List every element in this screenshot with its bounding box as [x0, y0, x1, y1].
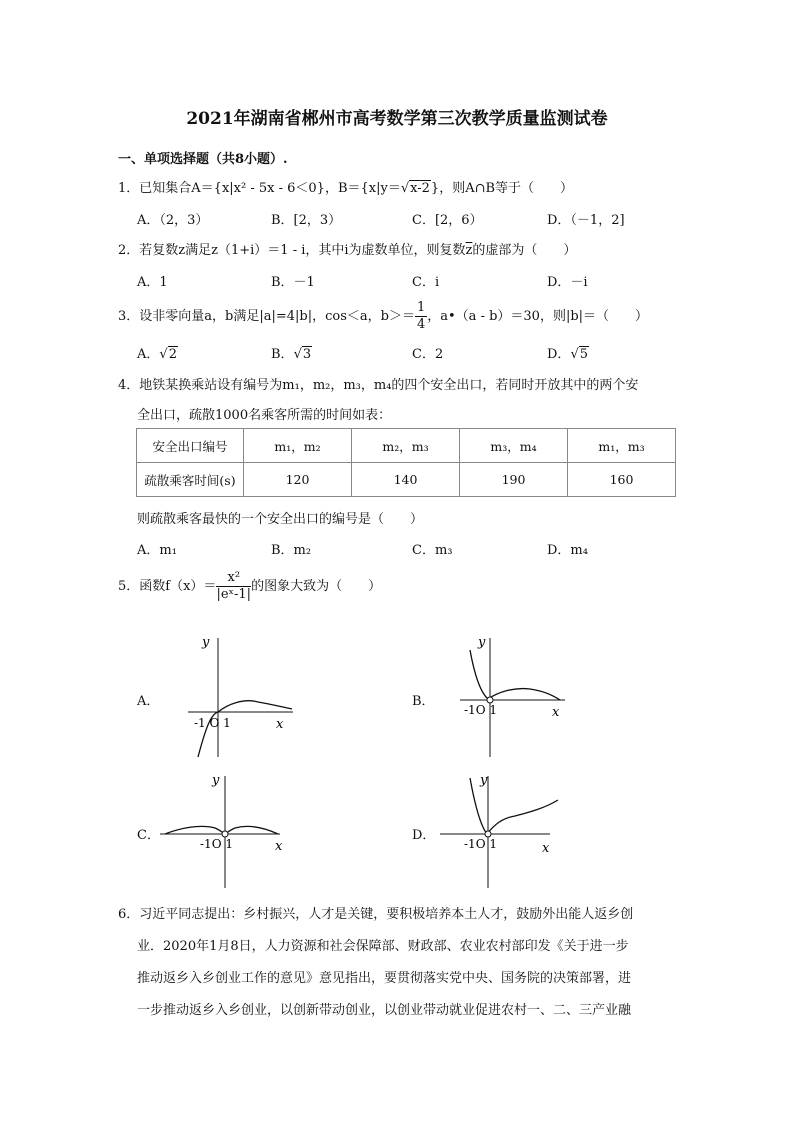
q4-line-2: 全出口，疏散1000名乘客所需的时间如表： [137, 408, 392, 423]
q2-text: 若复数z满足z（1+i）＝1 - i，其中i为虚数单位，则复数 [139, 243, 466, 258]
question-2 [118, 239, 576, 258]
x-label: x [276, 717, 284, 732]
q4-option-c: C．m₃ [412, 543, 453, 558]
q1-option-b: B．[2，3） [271, 213, 342, 228]
table-row [137, 429, 676, 463]
table-cell: 190 [460, 463, 568, 497]
table-row [137, 463, 676, 497]
q4-line-1: 4．地铁某换乘站设有编号为m₁，m₂，m₃，m₄的四个安全出口，若同时开放其中的两个安 [118, 378, 639, 393]
q2-option-b: B．－1 [271, 275, 315, 290]
evacuation-table [136, 428, 676, 497]
table-cell: 160 [568, 463, 676, 497]
q3-number: 3． [118, 309, 140, 324]
graph-d-label: D． [412, 828, 436, 843]
q2-number: 2． [118, 243, 140, 258]
q2-option-a: A．1 [137, 275, 168, 290]
q4-option-b: B．m₂ [271, 543, 312, 558]
table-cell: 120 [244, 463, 352, 497]
q3-text-a: 设非零向量 [139, 309, 205, 324]
table-header-cell: 疏散乘客时间(s) [137, 463, 244, 497]
question-1 [118, 177, 573, 196]
graph-a-label: A． [137, 694, 160, 709]
section-heading: 一、单项选择题（共8小题）. [118, 152, 288, 167]
q1-option-d: D．（－1，2] [547, 213, 625, 228]
q2-option-c: C．i [412, 275, 440, 290]
page-title: 2021年湖南省郴州市高考数学第三次教学质量监测试卷 [186, 109, 608, 129]
q6-line-4: 一步推动返乡入乡创业，以创新带动创业，以创业带动就业促进农村一、二、三产业融 [137, 1003, 632, 1018]
q2-text2: 的虚部为（ ） [472, 243, 577, 258]
graph-c-label: C． [137, 828, 160, 843]
q3-frac-num: 1 [416, 300, 426, 315]
q1-set-b: B＝{x|y＝ [337, 181, 401, 196]
ticks: -1O 1 [464, 837, 497, 851]
q1-option-c: C．[2，6） [412, 213, 483, 228]
q5-fraction: $\frac{\text{x²}}{\text{|eˣ-1|}}$ [216, 570, 252, 602]
graph-b-label: B． [412, 694, 435, 709]
ticks: -1O 1 [464, 703, 497, 717]
x-label: x [542, 841, 550, 856]
table-cell: 140 [352, 463, 460, 497]
table-cell: m₁，m₃ [568, 429, 676, 463]
q3-fraction [415, 300, 427, 333]
q3-frac-den: 4 [416, 317, 426, 332]
q3-text-b: a，b满足|a|=4|b|，cos＜a，b＞＝ [204, 309, 415, 324]
question-5: 5．函数f（x）＝ $\frac{\text{x²}}{\text{|eˣ-1|}}$ 的图象大致为（ ） [118, 570, 382, 602]
y-label: y [478, 635, 486, 650]
curve [470, 650, 560, 700]
table-cell: m₃，m₄ [460, 429, 568, 463]
q6-line-1: 6．习近平同志提出：乡村振兴，人才是关键，要积极培养本土人才，鼓励外出能人返乡创 [118, 907, 634, 922]
x-label: x [552, 705, 560, 720]
q1-text-b: }，则A∩B等于（ ） [430, 181, 574, 196]
q3-option-c: C．2 [412, 347, 444, 362]
y-label: y [202, 635, 210, 650]
q3-option-d: D．√5 [547, 347, 589, 362]
q2-option-d: D．－i [547, 275, 588, 290]
q1-radicand: x-2 [410, 181, 430, 196]
table-header-cell: 安全出口编号 [137, 429, 244, 463]
table-cell: m₂，m₃ [352, 429, 460, 463]
q1-set-a: A＝{x|x² - 5x - 6＜0}， [191, 181, 338, 196]
q4-option-d: D．m₄ [547, 543, 588, 558]
curve [165, 826, 278, 834]
ticks: -1O 1 [200, 837, 233, 851]
q4-question: 则疏散乘客最快的一个安全出口的编号是（ ） [137, 512, 424, 527]
q3-option-a: A．√2 [137, 347, 177, 362]
q6-line-3: 推动返乡入乡创业工作的意见》意见指出，要贯彻落实党中央、国务院的决策部署，进 [137, 971, 632, 986]
graph-d [440, 770, 570, 890]
ticks: -1 O 1 [194, 716, 231, 730]
q4-option-a: A．m₁ [137, 543, 177, 558]
y-label: y [480, 773, 488, 788]
graph-c [160, 770, 295, 890]
table-cell: m₁，m₂ [244, 429, 352, 463]
q1-option-a: A．（2，3） [137, 213, 209, 228]
q6-line-2: 业．2020年1月8日，人力资源和社会保障部、财政部、农业农村部印发《关于进一步 [137, 939, 629, 954]
x-label: x [275, 839, 283, 854]
q3-option-b: B．√3 [271, 347, 312, 362]
q2-zbar: $\overline{z}$ [465, 243, 473, 258]
q3-text-c: ，a•（a - b）＝30，则|b|＝（ ） [427, 309, 649, 324]
graph-b [450, 632, 580, 762]
q1-sqrt-sign: √ [400, 181, 410, 196]
graph-a [178, 632, 308, 762]
q1-number: 1． [118, 181, 140, 196]
y-label: y [212, 773, 220, 788]
question-3 [118, 300, 648, 333]
q1-text-a: 已知集合 [139, 181, 192, 196]
